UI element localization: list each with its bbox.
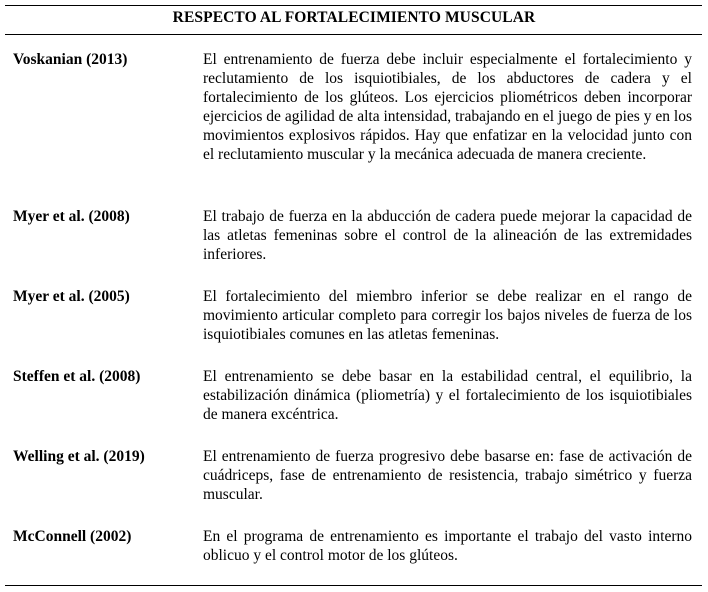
row-author: Steffen et al. (2008) — [13, 368, 141, 385]
row-author: Voskanian (2013) — [13, 51, 128, 68]
row-description: El trabajo de fuerza en la abducción de cadera puede mejorar la capacidad de las atletas femeninas sobre el control de la alineación de las extremidades inferiores. — [203, 208, 692, 263]
table-top-rule — [5, 5, 702, 6]
row-description: En el programa de entrenamiento es importante el trabajo del vasto interno oblicuo y el control motor de los glúteos. — [203, 528, 692, 564]
row-author: Myer et al. (2008) — [13, 208, 130, 225]
row-description: El entrenamiento de fuerza debe incluir especialmente el fortalecimiento y reclutamiento de los isquiotibiales, de los abductores de cadera y el fortalecimiento de los glúteos. Los ejercicios pliométricos deben incorporar ejercicios de agilidad de alta intensidad, trabajando en el juego de pies y en los movimientos explosivos rápidos. Hay que enfatizar en la velocidad junto con el reclutamiento muscular y la mecánica adecuada de manera creciente. — [203, 51, 692, 163]
row-description: El fortalecimiento del miembro inferior se debe realizar en el rango de movimiento articular completo para corregir los bajos niveles de fuerza de los isquiotibiales comunes en las atletas femeninas. — [203, 288, 692, 343]
table-bottom-rule — [5, 585, 702, 586]
table-header-rule — [5, 34, 702, 35]
row-description: El entrenamiento se debe basar en la estabilidad central, el equilibrio, la estabilización dinámica (pliometría) y el fortalecimiento de los isquiotibiales de manera excéntrica. — [203, 368, 692, 423]
row-description: El entrenamiento de fuerza progresivo debe basarse en: fase de activación de cuádriceps, fase de entrenamiento de resistencia, trabajo simétrico y fuerza muscular. — [203, 448, 692, 503]
row-author: McConnell (2002) — [13, 528, 132, 545]
table-title: RESPECTO AL FORTALECIMIENTO MUSCULAR — [172, 9, 536, 26]
row-author: Welling et al. (2019) — [13, 448, 145, 465]
row-author: Myer et al. (2005) — [13, 288, 130, 305]
